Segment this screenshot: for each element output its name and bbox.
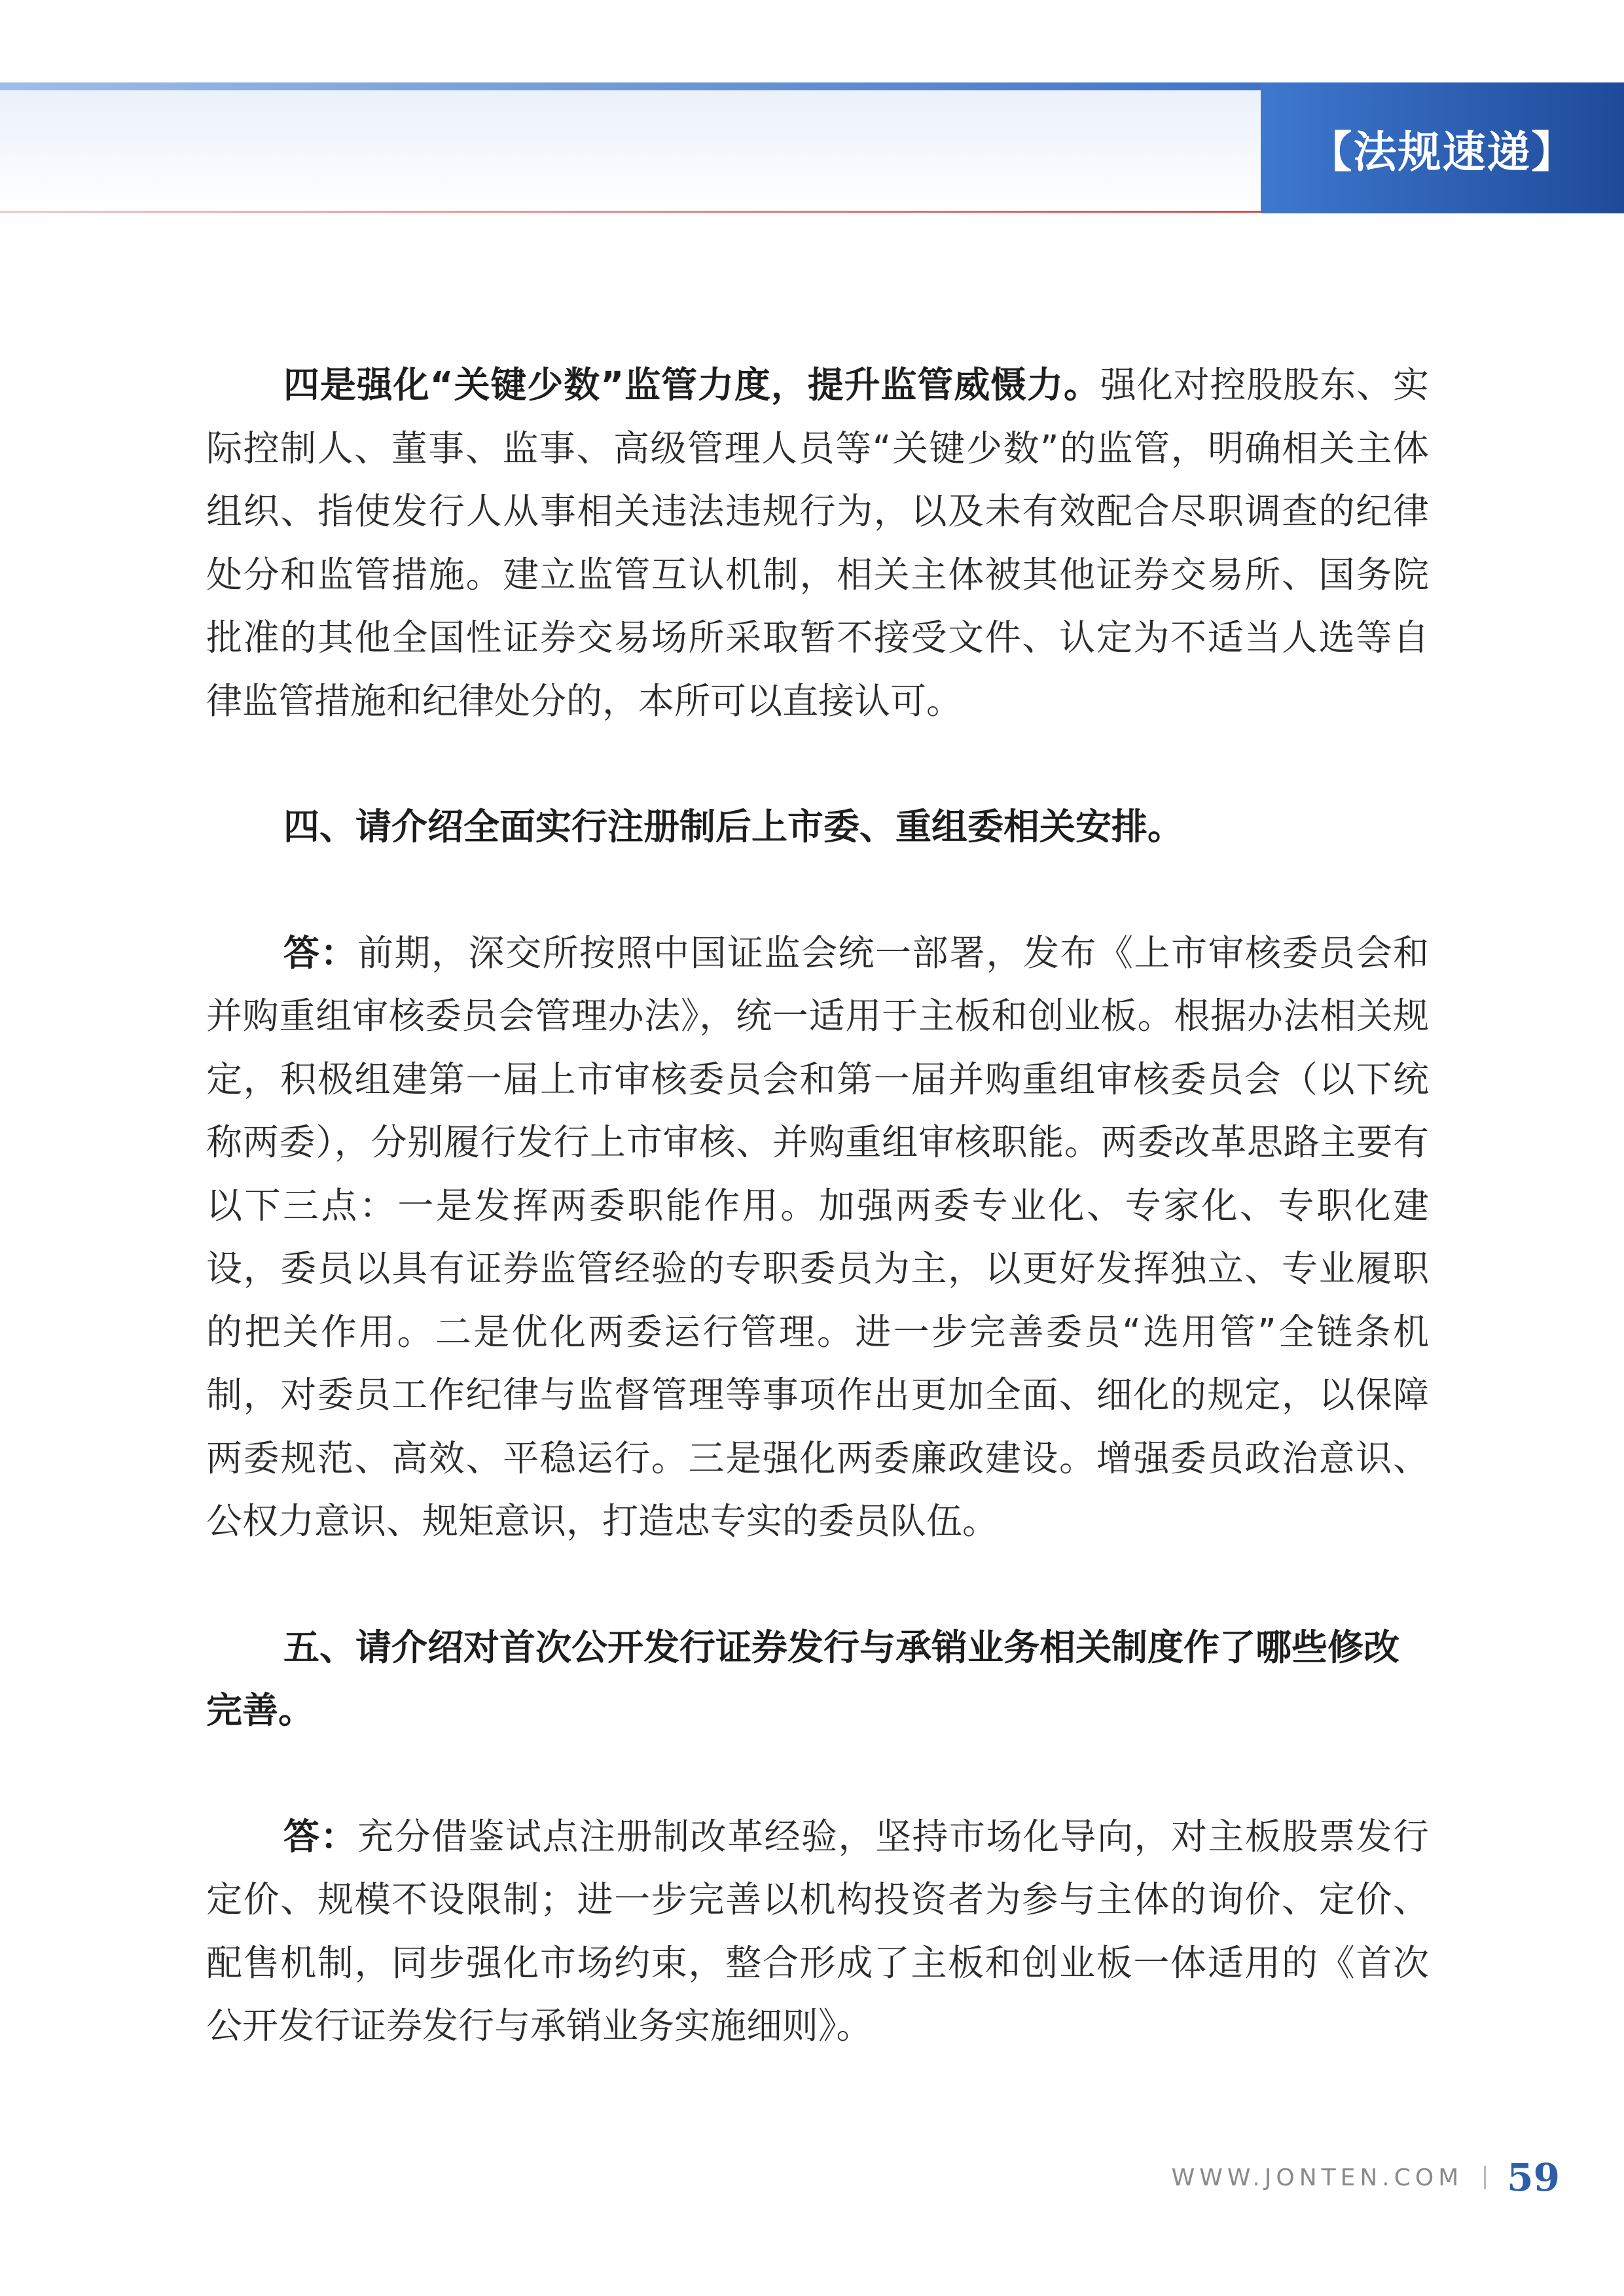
answer-label: 答： xyxy=(283,931,357,974)
answer-label: 答： xyxy=(283,1815,357,1857)
page-footer xyxy=(1172,2155,1560,2200)
article-body xyxy=(206,353,1429,2058)
section-tag-box xyxy=(1261,82,1624,213)
answer-text: 前期，深交所按照中国证监会统一部署，发布《上市审核委员会和并购重组审核委员会管理办法》，统一适用于主板和创业板。根据办法相关规定，积极组建第一届上市审核委员会和第一届并购重组审核委员会（以下统称两委），分别履行发行上市审核、并购重组审核职能。两委改革思路主要有以下三点：一是发挥两委职能作用。加强两委专业化、专家化、专职化建设，委员以具有证券监管经验的专职委员为主，以更好发挥独立、专业履职的把关作用。二是优化两委运行管理。进一步完善委员“选用管”全链条机制，对委员工作纪律与监督管理等事项作出更加全面、细化的规定，以保障两委规范、高效、平稳运行。三是强化两委廉政建设。增强委员政治意识、公权力意识、规矩意识，打造忠专实的委员队伍。 xyxy=(206,931,1429,1542)
paragraph-text: 强化对控股股东、实际控制人、董事、监事、高级管理人员等“关键少数”的监管，明确相关主体组织、指使发行人从事相关违法违规行为，以及未有效配合尽职调查的纪律处分和监管措施。建立监管互认机制，相关主体被其他证券交易所、国务院批准的其他全国性证券交易场所采取暂不接受文件、认定为不适当人选等自律监管措施和纪律处分的，本所可以直接认可。 xyxy=(206,364,1429,722)
website-link[interactable]: WWW.JONTEN.COM xyxy=(1171,2164,1464,2191)
header-red-rule xyxy=(0,211,1261,213)
question-4-heading: 四、请介绍全面实行注册制后上市委、重组委相关安排。 xyxy=(283,806,1184,848)
paragraph-lead: 四是强化“关键少数”监管力度，提升监管威慑力。 xyxy=(283,364,1100,406)
header-band xyxy=(0,82,1261,213)
answer-5 xyxy=(206,1805,1429,2058)
section-tag: 【法规速递】 xyxy=(1308,126,1576,177)
footer-divider xyxy=(1484,2166,1486,2189)
paragraph-key-minority xyxy=(206,353,1429,732)
question-5-heading: 五、请介绍对首次公开发行证券发行与承销业务相关制度作了哪些修改完善。 xyxy=(206,1626,1400,1731)
answer-text: 充分借鉴试点注册制改革经验，坚持市场化导向，对主板股票发行定价、规模不设限制；进一步完善以机构投资者为参与主体的询价、定价、配售机制，同步强化市场约束，整合形成了主板和创业板一体适用的《首次公开发行证券发行与承销业务实施细则》。 xyxy=(206,1815,1429,2047)
header-blue-rule xyxy=(0,82,1261,90)
page-number: 59 xyxy=(1507,2155,1560,2200)
answer-4 xyxy=(206,922,1429,1553)
